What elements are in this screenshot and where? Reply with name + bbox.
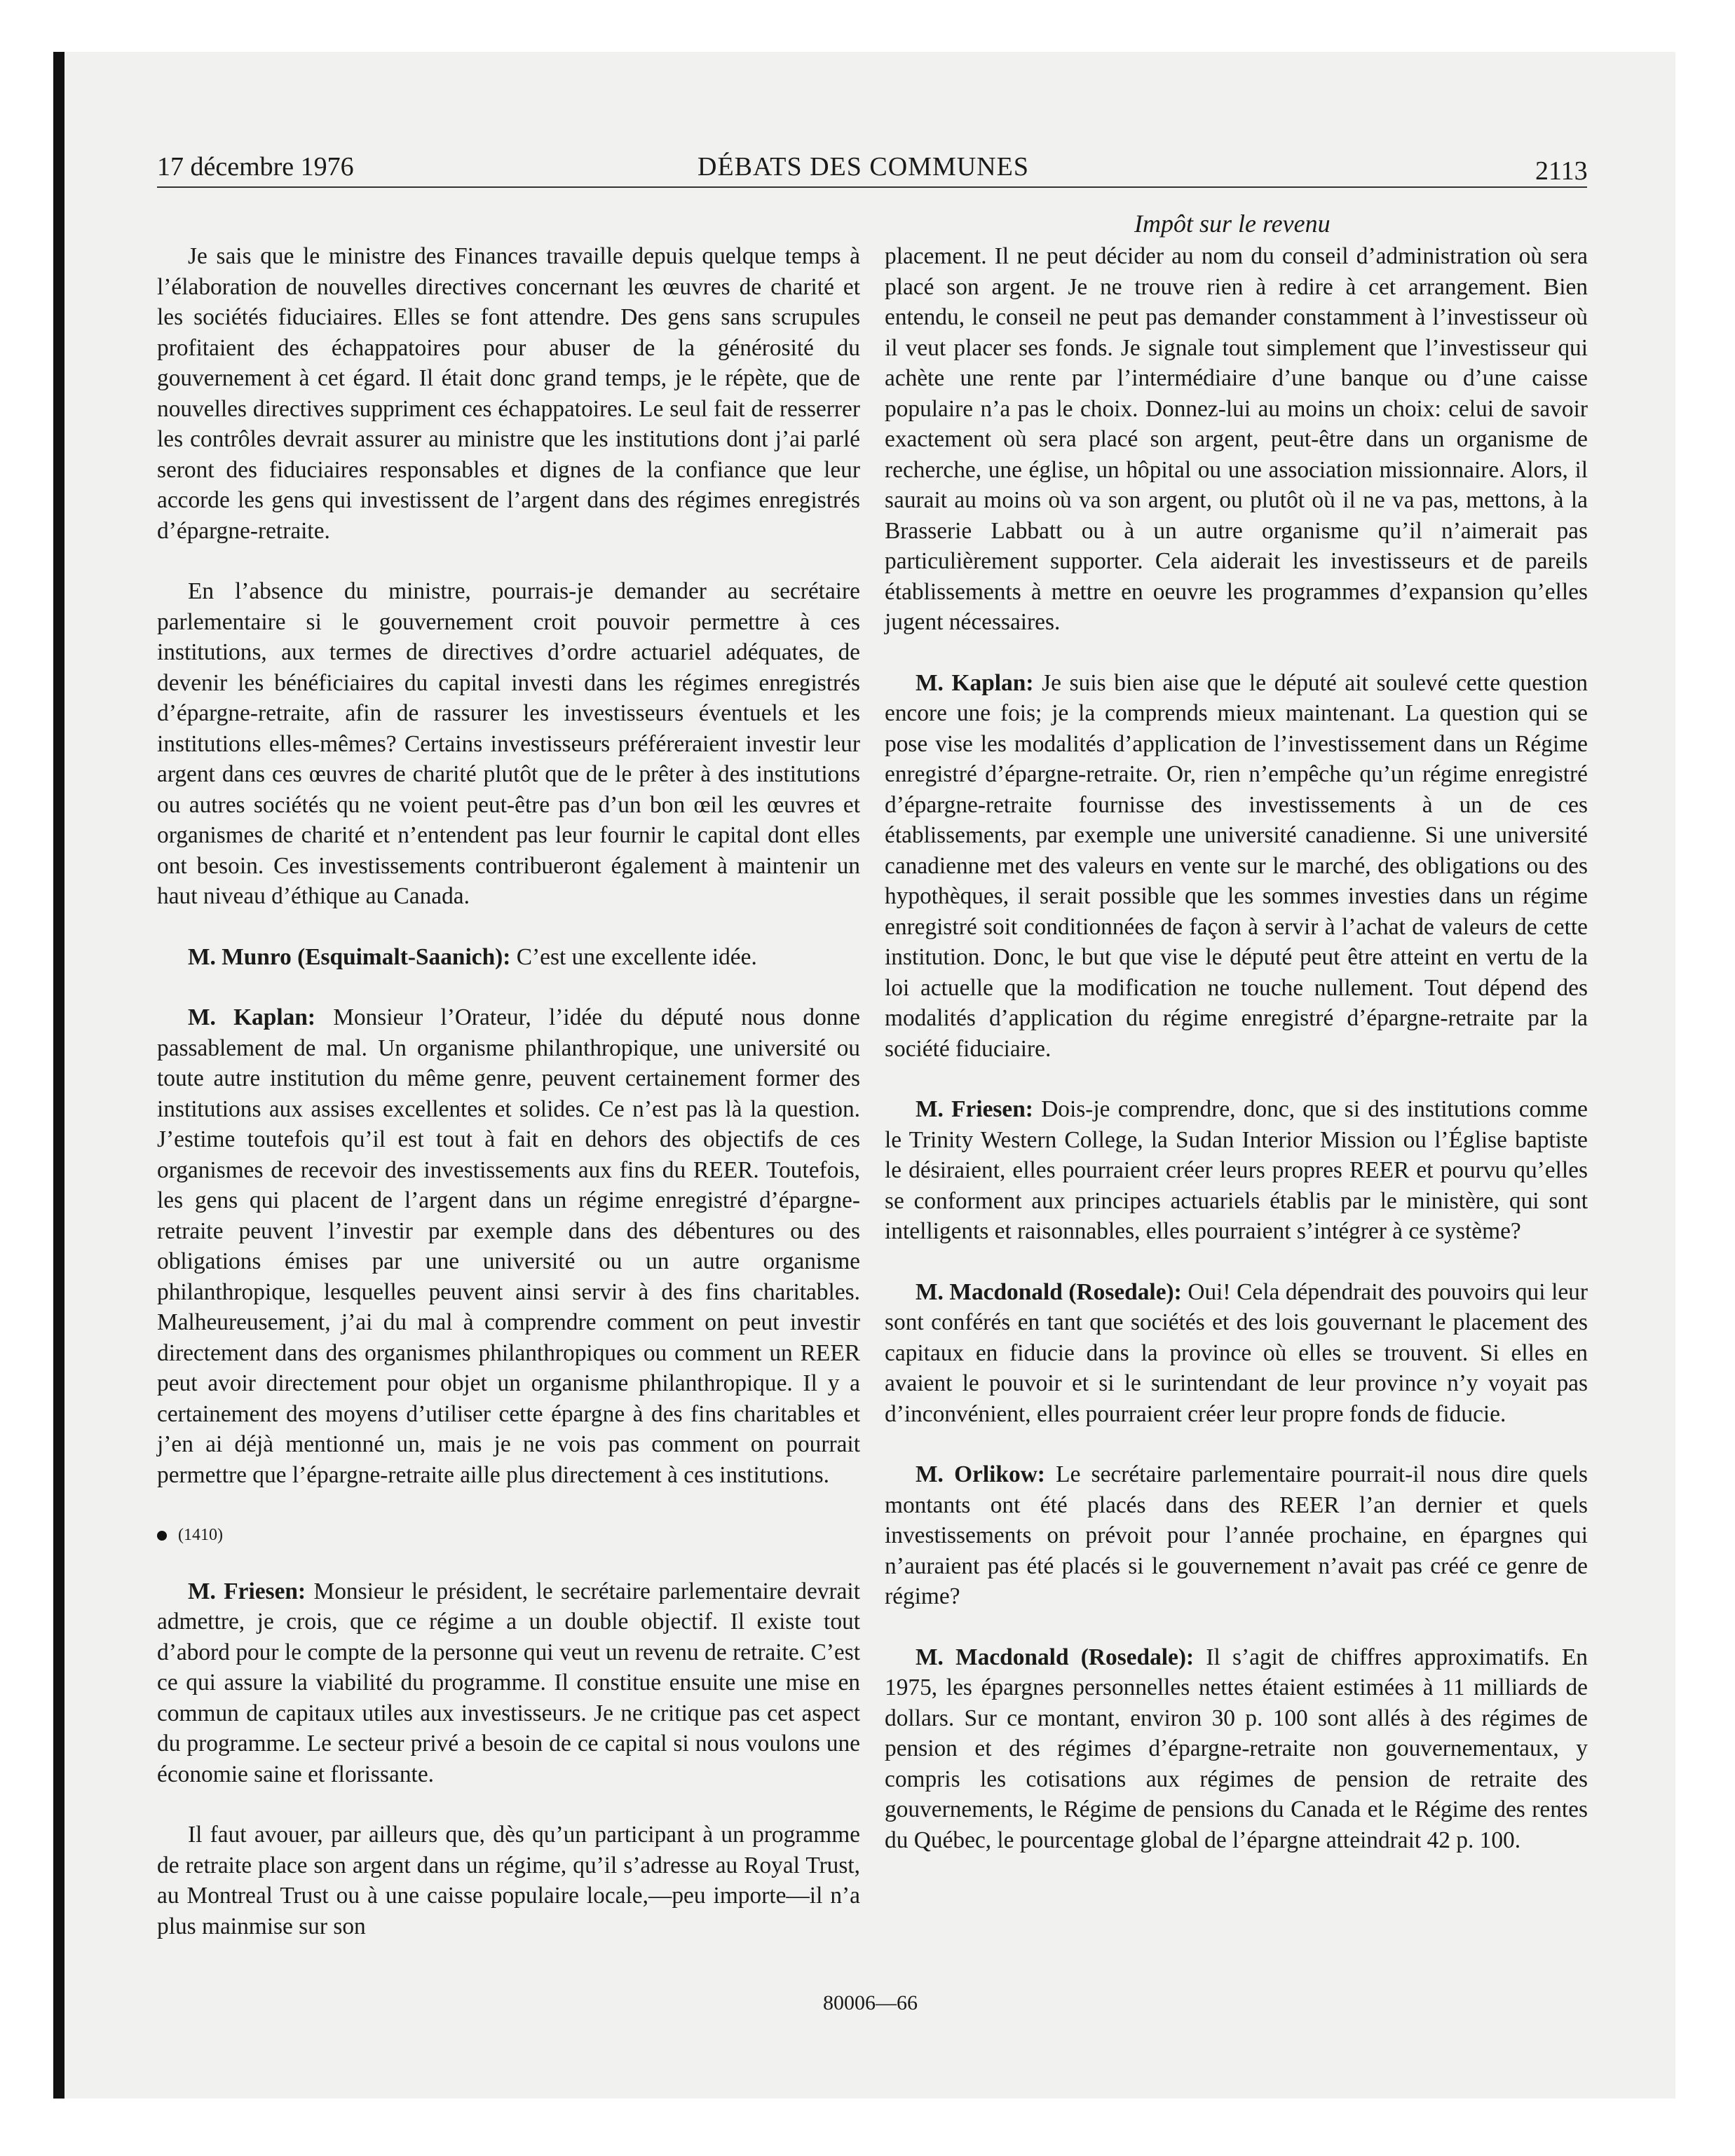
time-marker	[157, 1520, 860, 1551]
speech	[885, 668, 1588, 1065]
speaker-name: M. Munro (Esquimalt-Saanich):	[188, 943, 511, 970]
page-number: 2113	[1535, 156, 1588, 186]
speech-text: Monsieur l’Orateur, l’idée du député nous donne passablement de mal. Un organisme philanthropique, une université ou toute autre institution du même genre, peuvent certainement former des institutions aux assises excellentes et solides. Ce n’est pas là la question. J’estime toutefois qu’il est tout à fait en dehors des objectifs de ces organismes de recevoir des investissements aux fins du REER. Toutefois, les gens qui placent de l’argent dans un régime enregistré d’épargne-retraite peuvent l’investir par exemple dans des débentures ou des obligations émises par une université ou un autre organisme philanthropique, lesquelles peuvent ainsi servir à des fins charitables. Malheureusement, j’ai du mal à comprendre comment on peut investir directement dans des organismes philanthropiques ou comment un REER peut avoir directement pour objet un organisme philanthropique. Il y a certainement des moyens d’utiliser cette épargne à des fins charitables et j’en ai déjà mentionné un, mais je ne vois pas comment on pourrait permettre que l’épargne-retraite aille plus directement à ces institutions.	[157, 1004, 860, 1488]
scan-border	[53, 52, 64, 2099]
speech	[885, 1642, 1588, 1856]
header-date: 17 décembre 1976	[157, 152, 354, 182]
time-marker-text: (1410)	[178, 1526, 223, 1544]
paragraph: Je sais que le ministre des Finances travaille depuis quelque temps à l’élaboration de nouvelles directives concernant les œuvres de charité et les sociétés fiduciaires. Elles se font attendre. Des gens sans scrupules profitaient des échappatoires pour abuser de la générosité du gouvernement à cet égard. Il était donc grand temps, je le répète, que de nouvelles directives suppriment ces échappatoires. Le seul fait de resserrer les contrôles devrait assurer au ministre que les institutions dont j’ai parlé seront des fiduciaires responsables et dignes de la confiance que leur accorde les gens qui investissent de l’argent dans des régimes enregistrés d’épargne-retraite.	[157, 243, 860, 544]
footer-code: 80006—66	[823, 1991, 918, 2014]
speaker-name: M. Kaplan:	[188, 1004, 315, 1030]
speaker-name: M. Orlikow:	[916, 1461, 1045, 1487]
speech-text: C’est une excellente idée.	[516, 943, 757, 970]
paragraph: En l’absence du ministre, pourrais-je demander au secrétaire parlementaire si le gouvernement croit pouvoir permettre à ces institutions, aux termes de directives d’ordre actuariel adéquates, de devenir les bénéficiaires du capital investi dans les régimes enregistrés d’épargne-retraite, afin de rassurer les investisseurs éventuels et les institutions elles-mêmes? Certains investisseurs préféreraient investir leur argent dans ces œuvres de charité plutôt que de le prêter à des institutions ou autres sociétés qu ne voient peut-être pas d’un bon œil les œuvres et organismes de charité et n’entendent pas leur fournir le capital dont elles ont besoin. Ces investissements contribueront également à maintenir un haut niveau d’éthique au Canada.	[157, 578, 860, 909]
left-column	[157, 241, 860, 1942]
speaker-name: M. Friesen:	[916, 1096, 1033, 1122]
speech	[157, 1576, 860, 1790]
speaker-name: M. Friesen:	[188, 1578, 306, 1604]
section-title: Impôt sur le revenu	[1134, 210, 1331, 238]
speech	[885, 1094, 1588, 1247]
speaker-name: M. Macdonald (Rosedale):	[916, 1644, 1195, 1670]
speech-text: Je suis bien aise que le député ait soulevé cette question encore une fois; je la comprends mieux maintenant. La question qui se pose vise les modalités d’application de l’investissement dans un Régime enregistré d’épargne-retraite. Or, rien n’empêche qu’un régime enregistré d’épargne-retraite fournisse des investissements à un de ces établissements, par exemple une université canadienne. Si une université canadienne met des valeurs en vente sur le marché, des obligations ou des hypothèques, il serait possible que les sommes investies dans un régime enregistré soit conditionnées de façon à servir à l’achat de valeurs de cette institution. Donc, le but que vise le député peut être atteint en vertu de la loi actuelle que la modification ne touche nullement. Tout dépend des modalités d’application du régime enregistré d’épargne-retraite par la société fiduciaire.	[885, 669, 1588, 1062]
speaker-name: M. Macdonald (Rosedale):	[916, 1278, 1182, 1305]
speaker-name: M. Kaplan:	[916, 669, 1034, 696]
speech	[157, 942, 860, 973]
speech-text: Le secrétaire parlementaire pourrait-il nous dire quels montants ont été placés dans des REER l’an dernier et quels investissements on prévoit pour l’année prochaine, en épargnes qui n’auraient pas été placés si le gouvernement n’avait pas créé ce genre de régime?	[885, 1461, 1588, 1609]
header-title: DÉBATS DES COMMUNES	[698, 152, 1029, 182]
bullet-icon	[157, 1531, 167, 1541]
speech-text: Monsieur le président, le secrétaire parlementaire devrait admettre, je crois, que ce régime a un double objectif. Il existe tout d’abord pour le compte de la personne qui veut un revenu de retraite. C’est ce qui assure la viabilité du programme. Il constitue ensuite une mise en commun de capitaux utiles aux investisseurs. Je ne critique pas cet aspect du programme. Le secteur privé a besoin de ce capital si nous voulons une économie saine et florissante.	[157, 1578, 860, 1787]
speech	[157, 1002, 860, 1490]
paragraph: placement. Il ne peut décider au nom du conseil d’administration où sera placé son argent. Je ne trouve rien à redire à cet arrangement. Bien entendu, le conseil ne peut pas demander constamment à l’investisseur où il veut placer ses fonds. Je signale tout simplement que l’investisseur qui achète une rente par l’intermédiaire d’une banque ou d’une caisse populaire n’a pas le choix. Donnez-lui au moins un choix: celui de savoir exactement où sera placé son argent, peut-être dans un organisme de recherche, une église, un hôpital ou une association missionnaire. Alors, il saurait au moins où va son argent, ou plutôt où il ne va pas, mettons, à la Brasserie Labbatt ou à un autre organisme qu’il n’aimerait pas particulièrement supporter. Cela aiderait les investisseurs et de pareils établissements à mettre en oeuvre les programmes d’expansion qu’elles jugent nécessaires.	[885, 243, 1588, 635]
speech-text: Oui! Cela dépendrait des pouvoirs qui leur sont conférés en tant que sociétés et des lois gouvernant le placement des capitaux en fiducie dans la province où elles se trouvent. Si elles en avaient le pouvoir et si le surintendant de leur province n’y voyait pas d’inconvénient, elles pourraient créer leur propre fonds de fiducie.	[885, 1278, 1588, 1427]
header-rule	[157, 186, 1587, 188]
speech-text: Dois-je comprendre, donc, que si des institutions comme le Trinity Western College, la Sudan Interior Mission ou l’Église baptiste le désiraient, elles pourraient créer leurs propres REER et pourvu qu’elles se conforment aux principes actuariels établis par le ministère, qui sont intelligents et raisonnables, elles pourraient s’intégrer à ce système?	[885, 1096, 1588, 1244]
speech	[885, 1459, 1588, 1612]
speech	[885, 1277, 1588, 1430]
paragraph: Il faut avouer, par ailleurs que, dès qu’un participant à un programme de retraite place son argent dans un régime, qu’il s’adresse au Royal Trust, au Montreal Trust ou à une caisse populaire locale,—peu importe—il n’a plus mainmise sur son	[157, 1822, 860, 1939]
speech-text: Il s’agit de chiffres approximatifs. En 1975, les épargnes personnelles nettes étaient estimées à 11 milliards de dollars. Sur ce montant, environ 30 p. 100 sont allés à des régimes de pension et des régimes d’épargne-retraite non gouvernementaux, y compris les cotisations aux régimes de pension de retraite des gouvernements, le Régime de pensions du Canada et le Régime des rentes du Québec, le pourcentage global de l’épargne atteindrait 42 p. 100.	[885, 1644, 1588, 1853]
right-column	[885, 241, 1588, 1855]
